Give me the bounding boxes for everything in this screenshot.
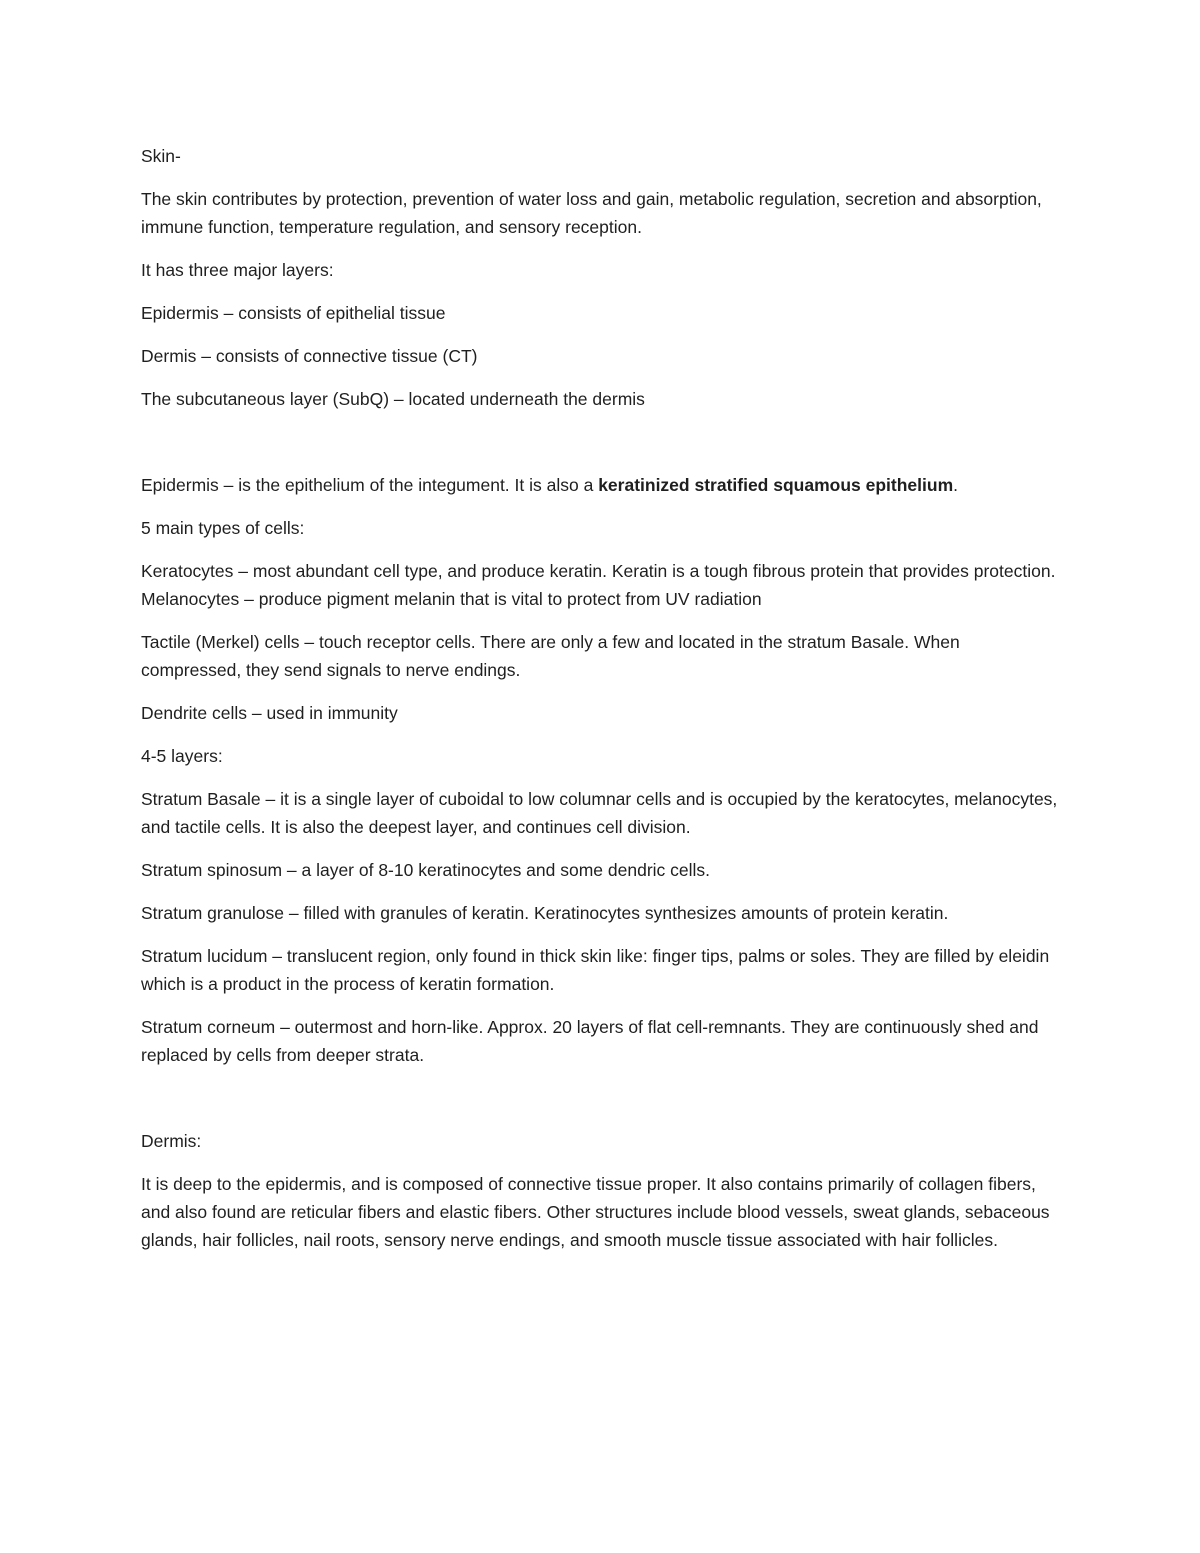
strata-intro: 4-5 layers: <box>141 746 223 766</box>
layers-intro: It has three major layers: <box>141 260 334 280</box>
epidermis-definition-suffix: . <box>953 475 959 495</box>
cell-dendrite: Dendrite cells – used in immunity <box>141 703 398 723</box>
stratum-basale: Stratum Basale – it is a single layer of cuboidal to low columnar cells and is occupied by the keratocytes, melanocytes, and tactile cells. It is also the deepest layer, and continues cell division. <box>141 789 1058 837</box>
cell-types-intro: 5 main types of cells: <box>141 518 305 538</box>
stratum-granulose: Stratum granulose – filled with granules of keratin. Keratinocytes synthesizes amounts of protein keratin. <box>141 903 949 923</box>
stratum-spinosum: Stratum spinosum – a layer of 8-10 keratinocytes and some dendric cells. <box>141 860 711 880</box>
epidermis-definition-prefix: Epidermis – is the epithelium of the integument. It is also a <box>141 475 599 495</box>
layer-subq: The subcutaneous layer (SubQ) – located underneath the dermis <box>141 389 645 409</box>
cell-melanocytes: Melanocytes – produce pigment melanin that is vital to protect from UV radiation <box>141 589 762 609</box>
dermis-heading: Dermis: <box>141 1131 202 1151</box>
stratum-lucidum: Stratum lucidum – translucent region, only found in thick skin like: finger tips, palms or soles. They are filled by eleidin which is a product in the process of keratin formation. <box>141 946 1050 994</box>
layer-epidermis: Epidermis – consists of epithelial tissue <box>141 303 446 323</box>
document-body <box>141 142 1061 1269</box>
epidermis-definition <box>141 471 1061 499</box>
cell-tactile: Tactile (Merkel) cells – touch receptor cells. There are only a few and located in the stratum Basale. When compressed, they send signals to nerve endings. <box>141 632 960 680</box>
skin-intro: The skin contributes by protection, prevention of water loss and gain, metabolic regulation, secretion and absorption, immune function, temperature regulation, and sensory reception. <box>141 189 1042 237</box>
cell-keratocytes: Keratocytes – most abundant cell type, and produce keratin. Keratin is a tough fibrous protein that provides protection. <box>141 561 1056 581</box>
dermis-body: It is deep to the epidermis, and is composed of connective tissue proper. It also contains primarily of collagen fibers, and also found are reticular fibers and elastic fibers. Other structures include blood vessels, sweat glands, sebaceous glands, hair follicles, nail roots, sensory nerve endings, and smooth muscle tissue associated with hair follicles. <box>141 1174 1050 1250</box>
stratum-corneum: Stratum corneum – outermost and horn-like. Approx. 20 layers of flat cell-remnants. They are continuously shed and replaced by cells from deeper strata. <box>141 1017 1039 1065</box>
epidermis-definition-bold: keratinized stratified squamous epithelium <box>598 475 954 495</box>
layer-dermis: Dermis – consists of connective tissue (CT) <box>141 346 478 366</box>
skin-heading: Skin- <box>141 146 181 166</box>
